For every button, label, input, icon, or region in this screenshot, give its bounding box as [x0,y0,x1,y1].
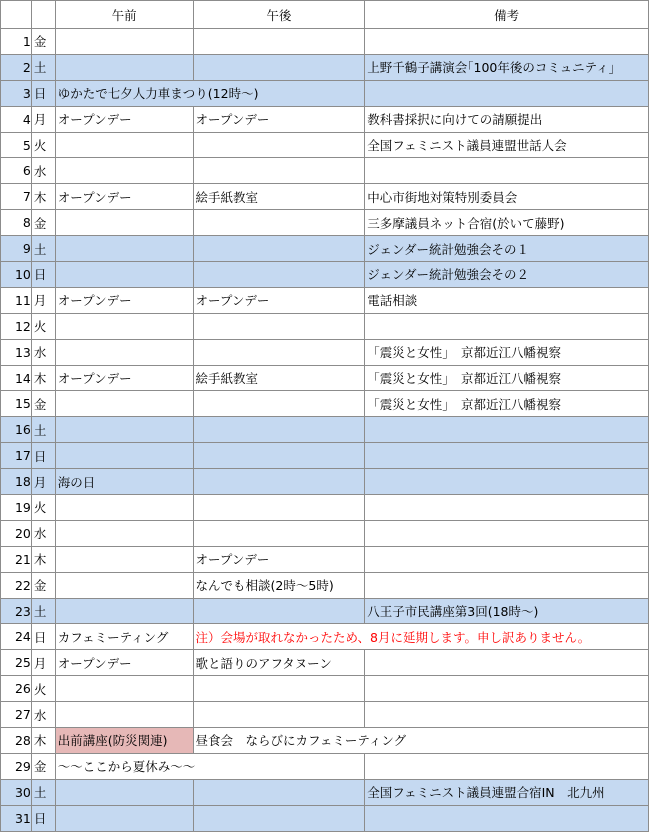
day-number-cell[interactable]: 8 [1,210,32,236]
am-cell[interactable] [55,572,193,598]
am-cell[interactable] [55,29,193,55]
pm-cell[interactable]: 歌と語りのアフタヌーン [193,650,365,676]
am-cell[interactable] [55,210,193,236]
day-number-cell[interactable]: 2 [1,54,32,80]
weekday-cell[interactable]: 木 [31,546,55,572]
am-cell[interactable]: 海の日 [55,469,193,495]
table-row [1,313,649,339]
header-pm[interactable]: 午後 [193,1,365,29]
notes-cell[interactable] [365,546,649,572]
pm-cell[interactable] [193,520,365,546]
am-cell[interactable] [55,158,193,184]
pm-cell[interactable]: 昼食会 ならびにカフェミーティング [193,728,648,754]
weekday-cell[interactable]: 水 [31,702,55,728]
table-row [1,391,649,417]
notes-cell[interactable] [365,520,649,546]
am-cell[interactable] [55,495,193,521]
table-row [1,29,649,55]
am-cell[interactable]: 出前講座(防災関連) [55,728,193,754]
am-cell[interactable]: ～～ここから夏休み～～ [55,753,364,779]
pm-cell[interactable]: オープンデー [193,287,365,313]
am-cell[interactable] [55,313,193,339]
notes-cell[interactable] [365,805,649,831]
table-row [1,779,649,805]
weekday-cell[interactable]: 木 [31,184,55,210]
table-row [1,546,649,572]
am-cell[interactable] [55,546,193,572]
am-cell[interactable] [55,805,193,831]
table-row [1,236,649,262]
table-row [1,495,649,521]
header-am[interactable]: 午前 [55,1,193,29]
pm-cell[interactable] [193,391,365,417]
corner-cell[interactable] [1,1,32,29]
pm-cell[interactable] [193,779,365,805]
day-number-cell[interactable]: 4 [1,106,32,132]
table-row [1,624,649,650]
pm-cell[interactable] [193,469,365,495]
weekday-cell[interactable]: 水 [31,158,55,184]
table-row [1,676,649,702]
notes-cell[interactable]: 全国フェミニスト議員連盟合宿IN 北九州 [365,779,649,805]
table-row [1,106,649,132]
day-number-cell[interactable]: 27 [1,702,32,728]
pm-cell[interactable] [193,158,365,184]
am-cell[interactable]: カフェミーティング [55,624,193,650]
day-number-cell[interactable]: 24 [1,624,32,650]
notes-cell[interactable] [365,417,649,443]
table-row [1,184,649,210]
day-number-cell[interactable]: 19 [1,495,32,521]
table-row [1,287,649,313]
notes-cell[interactable]: 三多摩議員ネット合宿(於いて藤野) [365,210,649,236]
am-cell[interactable]: ゆかたで七夕人力車まつり(12時～) [55,80,364,106]
am-cell[interactable] [55,132,193,158]
table-row [1,54,649,80]
weekday-cell[interactable]: 木 [31,728,55,754]
pm-cell[interactable] [193,443,365,469]
am-cell[interactable]: オープンデー [55,184,193,210]
notes-cell[interactable] [365,469,649,495]
day-number-cell[interactable]: 25 [1,650,32,676]
table-row [1,728,649,754]
weekday-cell[interactable]: 日 [31,443,55,469]
weekday-cell[interactable]: 金 [31,391,55,417]
header-notes[interactable]: 備考 [365,1,649,29]
am-cell[interactable] [55,520,193,546]
weekday-cell[interactable]: 月 [31,469,55,495]
am-cell[interactable] [55,339,193,365]
notes-cell[interactable]: 「震災と女性」 京都近江八幡視察 [365,365,649,391]
weekday-header[interactable] [31,1,55,29]
notes-cell[interactable] [365,80,649,106]
weekday-cell[interactable]: 金 [31,210,55,236]
table-row [1,805,649,831]
weekday-cell[interactable]: 土 [31,236,55,262]
day-number-cell[interactable]: 3 [1,80,32,106]
notes-cell[interactable]: ジェンダー統計勉強会その２ [365,262,649,288]
day-number-cell[interactable]: 16 [1,417,32,443]
day-number-cell[interactable]: 22 [1,572,32,598]
weekday-cell[interactable]: 火 [31,132,55,158]
day-number-cell[interactable]: 13 [1,339,32,365]
weekday-cell[interactable]: 火 [31,313,55,339]
weekday-cell[interactable]: 水 [31,339,55,365]
day-number-cell[interactable]: 9 [1,236,32,262]
notes-cell[interactable] [365,650,649,676]
table-row [1,365,649,391]
table-row [1,650,649,676]
notes-cell[interactable]: 上野千鶴子講演会｢100年後のコミュニティ｣ [365,54,649,80]
notes-cell[interactable] [365,676,649,702]
notes-cell[interactable]: 「震災と女性」 京都近江八幡視察 [365,339,649,365]
weekday-cell[interactable]: 火 [31,676,55,702]
day-number-cell[interactable]: 6 [1,158,32,184]
notes-cell[interactable] [365,572,649,598]
day-number-cell[interactable]: 7 [1,184,32,210]
table-row [1,80,649,106]
weekday-cell[interactable]: 月 [31,650,55,676]
table-row [1,417,649,443]
notes-cell[interactable] [365,702,649,728]
weekday-cell[interactable]: 土 [31,417,55,443]
day-number-cell[interactable]: 28 [1,728,32,754]
table-row [1,443,649,469]
am-cell[interactable] [55,54,193,80]
weekday-cell[interactable]: 金 [31,572,55,598]
am-cell[interactable] [55,676,193,702]
pm-cell[interactable] [193,805,365,831]
day-number-cell[interactable]: 26 [1,676,32,702]
day-number-cell[interactable]: 15 [1,391,32,417]
notes-cell[interactable] [365,495,649,521]
notes-cell[interactable] [365,158,649,184]
pm-cell[interactable]: オープンデー [193,106,365,132]
weekday-cell[interactable]: 木 [31,365,55,391]
notes-cell[interactable] [365,443,649,469]
pm-cell[interactable] [193,29,365,55]
pm-cell[interactable] [193,132,365,158]
day-number-cell[interactable]: 11 [1,287,32,313]
table-row [1,520,649,546]
pm-cell[interactable] [193,54,365,80]
weekday-cell[interactable]: 日 [31,262,55,288]
am-cell[interactable]: オープンデー [55,365,193,391]
notes-cell[interactable]: 電話相談 [365,287,649,313]
notes-cell[interactable]: ジェンダー統計勉強会その１ [365,236,649,262]
am-cell[interactable] [55,702,193,728]
day-number-cell[interactable]: 12 [1,313,32,339]
pm-cell[interactable] [193,236,365,262]
pm-cell[interactable] [193,339,365,365]
weekday-cell[interactable]: 金 [31,753,55,779]
pm-cell[interactable]: 絵手紙教室 [193,184,365,210]
notes-cell[interactable]: 中心市街地対策特別委員会 [365,184,649,210]
table-row [1,469,649,495]
day-number-cell[interactable]: 17 [1,443,32,469]
day-number-cell[interactable]: 20 [1,520,32,546]
day-number-cell[interactable]: 5 [1,132,32,158]
weekday-cell[interactable]: 水 [31,520,55,546]
am-cell[interactable] [55,779,193,805]
notes-cell[interactable] [365,29,649,55]
weekday-cell[interactable]: 土 [31,779,55,805]
pm-cell[interactable] [193,417,365,443]
table-row [1,753,649,779]
table-row [1,158,649,184]
am-cell[interactable] [55,598,193,624]
day-number-cell[interactable]: 31 [1,805,32,831]
day-number-cell[interactable]: 29 [1,753,32,779]
notes-cell[interactable]: 「震災と女性」 京都近江八幡視察 [365,391,649,417]
notes-cell[interactable] [365,313,649,339]
pm-cell[interactable] [193,598,365,624]
pm-cell[interactable] [193,495,365,521]
weekday-cell[interactable]: 日 [31,805,55,831]
day-number-cell[interactable]: 14 [1,365,32,391]
notes-cell[interactable]: 全国フェミニスト議員連盟世話人会 [365,132,649,158]
weekday-cell[interactable]: 日 [31,624,55,650]
weekday-cell[interactable]: 土 [31,598,55,624]
table-row [1,210,649,236]
pm-cell[interactable]: なんでも相談(2時～5時) [193,572,365,598]
day-number-cell[interactable]: 23 [1,598,32,624]
pm-cell[interactable] [193,676,365,702]
am-cell[interactable]: オープンデー [55,650,193,676]
weekday-cell[interactable]: 日 [31,80,55,106]
am-cell[interactable]: オープンデー [55,106,193,132]
weekday-cell[interactable]: 土 [31,54,55,80]
am-cell[interactable]: オープンデー [55,287,193,313]
am-cell[interactable] [55,417,193,443]
day-number-cell[interactable]: 21 [1,546,32,572]
pm-cell[interactable] [193,210,365,236]
day-number-cell[interactable]: 1 [1,29,32,55]
table-row [1,702,649,728]
day-number-cell[interactable]: 30 [1,779,32,805]
pm-cell[interactable] [193,313,365,339]
pm-cell[interactable] [193,262,365,288]
weekday-cell[interactable]: 火 [31,495,55,521]
table-row [1,598,649,624]
notes-cell[interactable]: 教科書採択に向けての請願提出 [365,106,649,132]
notice-cell[interactable]: 注）会場が取れなかったため、8月に延期します。申し訳ありません。 [193,624,648,650]
notes-cell[interactable] [365,753,649,779]
weekday-cell[interactable]: 月 [31,287,55,313]
table-row [1,132,649,158]
pm-cell[interactable]: オープンデー [193,546,365,572]
am-cell[interactable] [55,236,193,262]
day-number-cell[interactable]: 18 [1,469,32,495]
weekday-cell[interactable]: 月 [31,106,55,132]
pm-cell[interactable] [193,702,365,728]
table-row [1,339,649,365]
table-row [1,262,649,288]
weekday-cell[interactable]: 金 [31,29,55,55]
am-cell[interactable] [55,443,193,469]
pm-cell[interactable]: 絵手紙教室 [193,365,365,391]
table-row [1,572,649,598]
notes-cell[interactable]: 八王子市民講座第3回(18時～) [365,598,649,624]
day-number-cell[interactable]: 10 [1,262,32,288]
am-cell[interactable] [55,262,193,288]
am-cell[interactable] [55,391,193,417]
header-row [1,1,649,29]
